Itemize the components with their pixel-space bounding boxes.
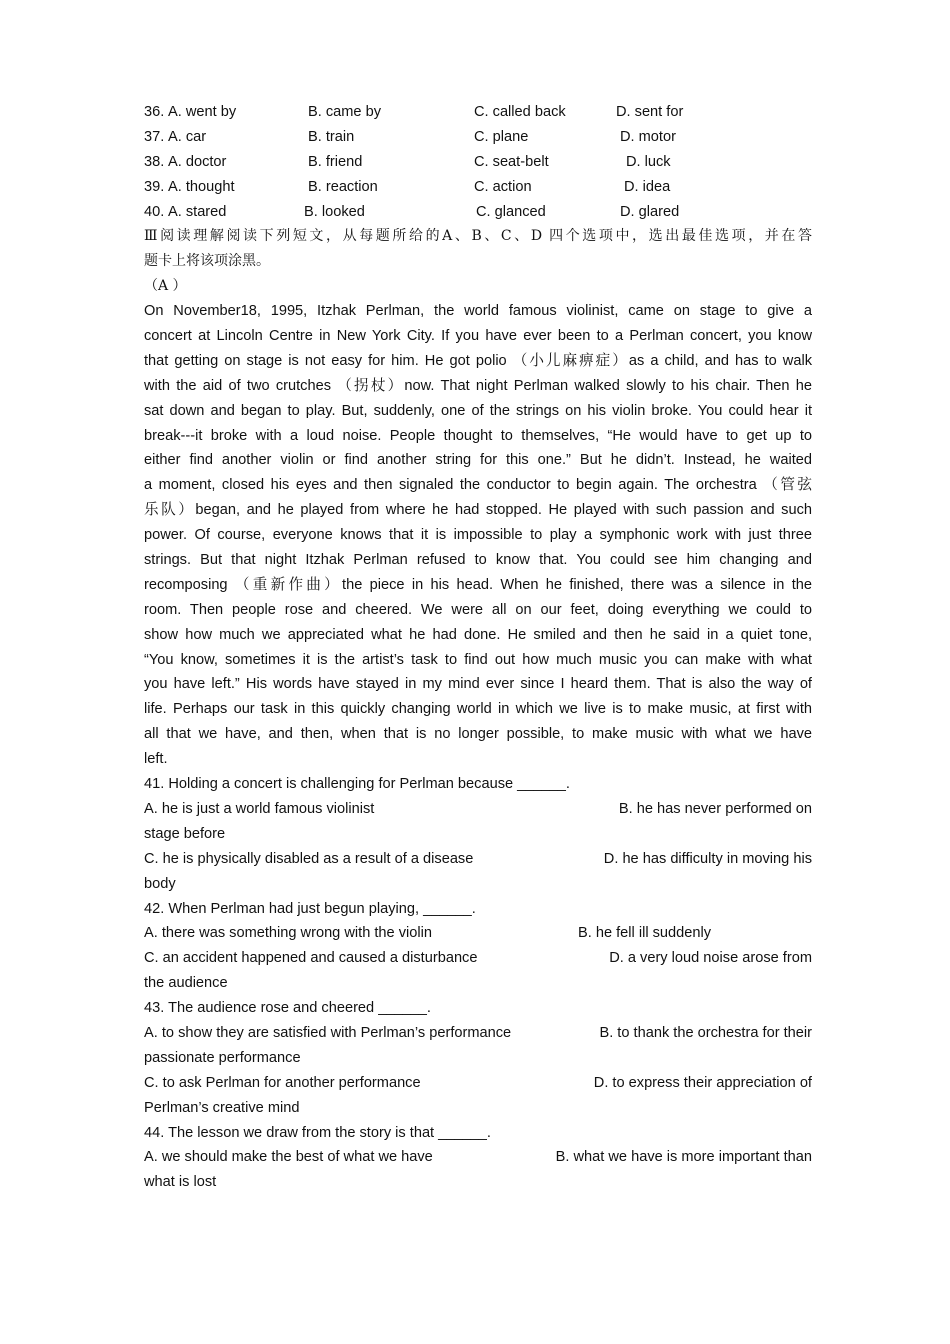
passage-line: power. Of course, everyone knows that it is impossible to play a symphonic work with just three — [144, 527, 812, 544]
question-stem: 41. Holding a concert is challenging for Perlman because ______. — [144, 776, 570, 793]
document-page — [144, 100, 812, 1195]
passage-line: “You know, sometimes it is the artist’s task to find out how much music you can make with what — [144, 651, 812, 668]
cloze-row-37 — [144, 125, 812, 150]
passage-line: On November18, 1995, Itzhak Perlman, the world famous violinist, came on stage to give a — [144, 303, 812, 320]
option-c: C. seat-belt — [474, 153, 549, 170]
section-heading — [144, 224, 812, 274]
option-d: D. motor — [620, 128, 676, 145]
option-c: C. action — [474, 178, 532, 195]
passage-line: either find another violin or find another string for this one.” But he didn’t. Instead, he waited — [144, 452, 812, 469]
option-row — [144, 1021, 812, 1046]
question-43 — [144, 996, 812, 1120]
option-d: D. sent for — [616, 104, 684, 120]
cloze-row-36 — [144, 100, 812, 125]
option-b: B. looked — [304, 203, 365, 220]
option-left: C. to ask Perlman for another performance — [144, 1074, 421, 1091]
option-row — [144, 847, 812, 872]
option-c: C. glanced — [476, 203, 546, 220]
option-right: B. what we have is more important than — [555, 1149, 812, 1166]
option-right: B. he has never performed on — [618, 800, 812, 817]
option-b: B. came by — [308, 104, 381, 120]
option-right: B. to thank the orchestra for their — [599, 1024, 812, 1041]
option-c: C. plane — [474, 128, 529, 145]
question-44 — [144, 1121, 812, 1196]
passage-line: recomposing （重新作曲）the piece in his head. When he finished, there was a silence in the — [144, 576, 812, 593]
question-41 — [144, 772, 812, 896]
option-row — [144, 946, 812, 971]
option-b: B. train — [308, 128, 355, 145]
option-d: D. idea — [624, 178, 671, 195]
question-number: 38. — [144, 153, 165, 170]
option-right: D. to express their appreciation of — [593, 1074, 812, 1091]
question-42 — [144, 897, 812, 997]
passage-line: with the aid of two crutches （拐杖）now. That night Perlman walked slowly to his chair. Then he — [144, 377, 812, 394]
option-continuation: body — [144, 875, 176, 892]
option-row — [144, 1145, 812, 1170]
cloze-options — [144, 100, 812, 224]
question-number: 36. — [144, 104, 165, 120]
passage-line: concert at Lincoln Centre in New York City. If you have ever been to a Perlman concert, you know — [144, 328, 812, 345]
option-continuation: the audience — [144, 975, 228, 992]
option-right: D. he has difficulty in moving his — [603, 850, 812, 867]
option-row — [144, 797, 812, 822]
passage-line: left. — [144, 751, 168, 768]
option-right: B. he fell ill suddenly — [578, 925, 712, 942]
option-row — [144, 1071, 812, 1096]
passage-line: show how much we appreciated what he had done. He smiled and then he said in a quiet tone, — [144, 626, 812, 643]
option-d: D. luck — [626, 153, 671, 170]
passage-line: break---it broke with a loud noise. People thought to themselves, “He would have to get up to — [144, 427, 812, 444]
question-stem: 43. The audience rose and cheered ______. — [144, 1000, 431, 1017]
question-stem: 44. The lesson we draw from the story is that ______. — [144, 1124, 491, 1141]
option-left: A. there was something wrong with the violin — [144, 925, 432, 942]
option-right: D. a very loud noise arose from — [609, 950, 812, 967]
question-number: 40. — [144, 203, 165, 220]
option-a: A. doctor — [168, 153, 227, 170]
option-a: A. thought — [168, 178, 235, 195]
option-b: B. reaction — [308, 178, 378, 195]
question-number: 37. — [144, 128, 165, 145]
section-heading-line: Ⅲ阅读理解阅读下列短文，从每题所给的A、B、C、D 四个选项中，选出最佳选项，并在答 — [144, 228, 812, 245]
option-left: A. we should make the best of what we have — [144, 1149, 433, 1166]
option-left: C. he is physically disabled as a result of a disease — [144, 850, 474, 867]
option-b: B. friend — [308, 153, 363, 170]
question-stem: 42. When Perlman had just begun playing, ______. — [144, 900, 476, 917]
option-continuation: stage before — [144, 825, 226, 842]
option-left: A. he is just a world famous violinist — [144, 800, 375, 817]
section-heading-line: 题卡上将该项涂黑。 — [144, 253, 270, 270]
cloze-row-38 — [144, 150, 812, 175]
passage-line: sat down and began to play. But, suddenly, one of the strings on his violin broke. You could hear it — [144, 402, 812, 419]
option-left: A. to show they are satisfied with Perlman’s performance — [144, 1024, 512, 1041]
option-a: A. car — [168, 128, 207, 145]
passage-line: a moment, closed his eyes and then signaled the conductor to begin again. The orchestra （管弦 — [144, 477, 812, 494]
option-a: A. went by — [168, 104, 237, 120]
option-row — [144, 921, 812, 946]
option-d: D. glared — [620, 203, 680, 220]
option-left: C. an accident happened and caused a disturbance — [144, 950, 478, 967]
option-continuation: passionate performance — [144, 1049, 301, 1066]
cloze-row-40 — [144, 200, 812, 225]
option-continuation: Perlman’s creative mind — [144, 1099, 300, 1116]
passage-line: 乐队）began, and he played from where he had stopped. He played with such passion and such — [144, 502, 812, 519]
passage-line: that getting on stage is not easy for him. He got polio （小儿麻痹症）as a child, and has to walk — [144, 352, 812, 369]
passage-line: life. Perhaps our task in this quickly changing world in which we live is to make music, at first with — [144, 701, 812, 718]
passage-label: （A ） — [144, 278, 187, 295]
option-continuation: what is lost — [144, 1174, 217, 1191]
option-c: C. called back — [474, 104, 566, 120]
cloze-row-39 — [144, 175, 812, 200]
passage-line: room. Then people rose and cheered. We were all on our feet, doing everything we could to — [144, 601, 812, 618]
option-a: A. stared — [168, 203, 227, 220]
question-number: 39. — [144, 178, 165, 195]
passage-line: you have left.” His words have stayed in my mind ever since I heard them. That is also the way of — [144, 676, 812, 693]
passage-line: all that we have, and then, when that is no longer possible, to make music with what we have — [144, 726, 812, 743]
passage — [144, 299, 812, 772]
passage-line: strings. But that night Itzhak Perlman refused to know that. You could see him changing and — [144, 552, 812, 569]
